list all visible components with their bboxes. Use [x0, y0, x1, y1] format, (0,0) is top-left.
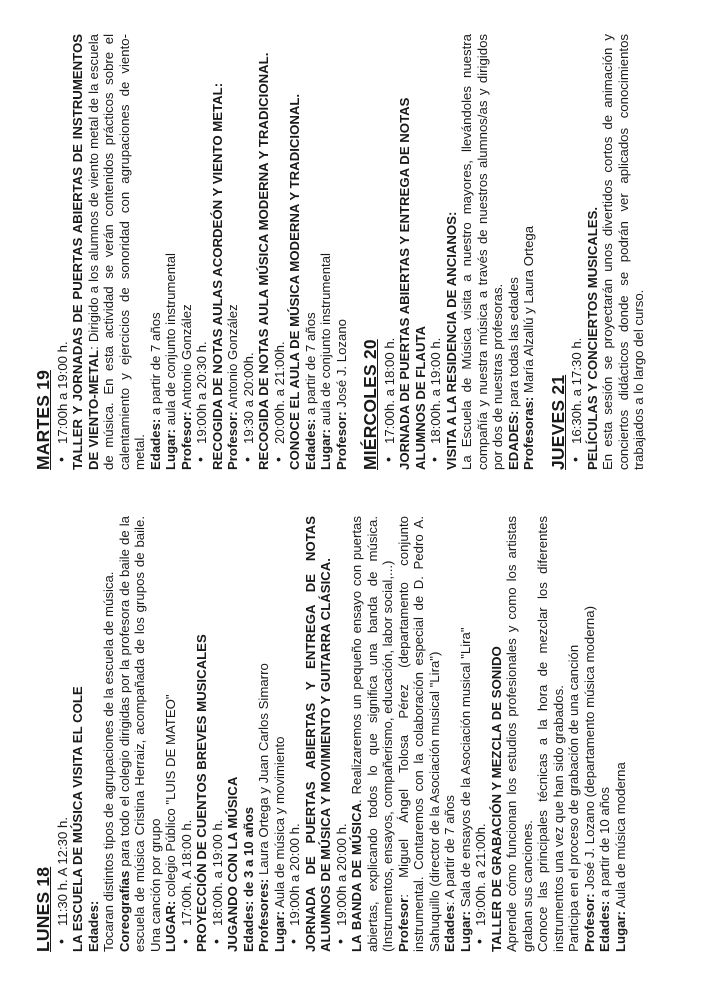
event-location: [163, 34, 179, 470]
event-title: PELÍCULAS Y CONCIERTOS MUSICALES.: [584, 206, 600, 470]
event-label: Lugar:: [163, 428, 178, 470]
event-label: Edades:: [147, 418, 163, 470]
event-label: Profesor:: [581, 893, 597, 952]
event-teacher: [256, 516, 272, 952]
event-description: [117, 516, 164, 952]
day-heading-jueves: JUEVES 21: [547, 374, 568, 470]
event-time: • 17:00h a 19:00 h.: [55, 34, 71, 470]
event-title: PROYECCIÓN DE CUENTOS BREVES MUSICALES: [194, 634, 209, 952]
event-text: José J. Lozano (departamento música moderna): [581, 606, 597, 890]
event-title: TALLER DE GRABACIÓN Y MEZCLA DE SONIDO: [488, 646, 504, 952]
event-label: Lugar:: [457, 910, 473, 952]
event-label: Profesoras:: [521, 396, 536, 470]
event-label: Profesor:: [178, 411, 194, 470]
event-teacher: [179, 34, 195, 470]
left-column: [33, 516, 628, 952]
event-time: • 19:00h a 20:00 h.: [334, 516, 350, 952]
event-text: Aula de música y movimiento: [271, 736, 287, 909]
event-text: a partir de 10 años: [597, 787, 612, 898]
event-teacher: [225, 34, 241, 470]
event-description: Aprende cómo funcionan los estudios profesionales y como los artistas graban sus canciones.: [504, 516, 535, 952]
event-label: Profesor:: [333, 411, 349, 470]
event-time: • 18:00h. a 19:00 h.: [210, 516, 226, 952]
event-label: Lugar:: [318, 428, 333, 470]
event-text: . Realizaremos un pequeño ensayo con puertas abiertas, explicando todos lo que significa una banda de música. (Instrumentos, ensayos, compañerismo, educación, labor social,...): [349, 516, 395, 952]
event-time: • 18:00h. a 19:00 h.: [428, 34, 444, 470]
event-title: JORNADA DE PUERTAS ABIERTAS Y ENTREGA DE NOTAS ALUMNOS DE FLAUTA: [397, 97, 428, 470]
event-title: JORNADA DE PUERTAS ABIERTAS Y ENTREGA DE NOTAS ALUMNOS DE MÚSICA Y MOVIMIENTO Y GUITARRA CLÁSICA.: [302, 516, 333, 952]
event-location: [613, 516, 629, 952]
event-location: [318, 34, 334, 470]
event-teacher: [334, 34, 350, 470]
event-title: RECOGIDA DE NOTAS AULA MÚSICA MODERNA Y TRADICIONAL.: [256, 52, 271, 470]
event-label: Edades: [442, 905, 457, 952]
day-heading-martes: MARTES 19: [33, 369, 53, 470]
event-time: • 19:00h. a 21:00h.: [473, 516, 489, 952]
event-time: • 19:00h a 20:30 h.: [194, 34, 210, 470]
event-text: Antonio González: [225, 304, 240, 409]
event-ages: [442, 516, 458, 952]
event-description: [70, 34, 148, 470]
event-label: Profesor: [395, 897, 411, 952]
day-heading-miercoles: MIÉRCOLES 20: [360, 339, 380, 470]
event-label: Coreografías: [116, 870, 132, 952]
event-label: Edades:: [597, 900, 612, 952]
event-text: aula de conjunto instrumental: [163, 253, 178, 426]
event-text: para todas las edades: [505, 277, 521, 407]
event-title: RECOGIDA DE NOTAS AULAS ACORDEÓN Y VIENTO METAL:: [209, 82, 225, 470]
event-description: [349, 516, 396, 952]
event-text: : Dirigido a los alumnos de viento metal de la escuela de música. En esta actividad se verán contenidos prácticos sobre el calentamiento y ejercicios de sonoridad con agrupaciones de viento-metal.: [85, 34, 147, 470]
right-column: [33, 34, 647, 470]
event-text: colegio Público "LUIS DE MATEO": [163, 694, 178, 898]
event-text: a partir de 7 años: [147, 312, 163, 416]
event-title: JUGANDO CON LA MÚSICA: [225, 776, 240, 952]
event-time: • 20:00h. a 21:00h.: [272, 34, 288, 470]
event-text: aula de conjunto instrumental: [318, 253, 333, 426]
event-text: para todo el colegio dirigidas por la profesora de baile de la escuela de música Cristina Herraiz, acompañada de los grupos de baile. Una canción por grupo: [116, 516, 163, 952]
event-description: Participa en el proceso de grabación de una canción: [566, 644, 581, 952]
event-ages: [148, 34, 164, 470]
event-label: LUGAR:: [163, 900, 178, 952]
event-title: VISITA A LA RESIDENCIA DE ANCIANOS:: [443, 211, 459, 470]
event-description: Conoce las principales técnicas a la hora de mezclar los diferentes instrumentos una vez que han sido grabados.: [535, 516, 566, 952]
event-label: Edades:: [302, 418, 318, 470]
event-ages: Edades: de 3 a 10 años: [240, 806, 256, 952]
event-time: • 16:30h. a 17:30 h.: [569, 34, 585, 470]
event-title: TALLER Y JORNADAS DE PUERTAS ABIERTAS DE INSTRUMENTOS DE VIENTO-METAL: [70, 34, 101, 470]
event-ages: [597, 516, 613, 952]
event-description: Tocaran distintos tipos de agrupaciones de la escuela de música.: [101, 571, 116, 952]
event-text: Aula de música moderna: [612, 762, 628, 909]
event-text: Sala de ensayos de la Asociación musical "Lira": [457, 627, 473, 908]
event-location: [458, 516, 474, 952]
event-time: • 17:00h. a 18:00 h.: [382, 34, 398, 470]
event-description: En esta sesión se proyectarán unos divertidos cortos de animación y conciertos didácticos donde se podrán ver aplicados conocimientos trabajados a lo largo del curso.: [600, 34, 646, 470]
event-time: • 17:00h. A 18:00 h.: [179, 516, 195, 952]
event-teacher: [396, 516, 443, 952]
event-label: Lugar:: [612, 910, 628, 952]
event-text: María Alzallú y Laura Ortega: [521, 225, 536, 394]
event-label: Profesor:: [225, 411, 240, 470]
event-title: LA ESCUELA DE MÚSICA VISITA EL COLE: [70, 686, 85, 952]
event-title: LA BANDA DE MÚSICA: [349, 802, 364, 952]
event-label: Lugar:: [271, 910, 287, 952]
day-heading-lunes: LUNES 18: [33, 866, 53, 952]
event-label: Profesores:: [256, 878, 271, 952]
event-time: • 19:30 a 20:00h.: [241, 34, 257, 470]
event-label: EDADES:: [505, 410, 521, 470]
event-text: : Miguel Ángel Tolosa Pérez (departamento conjunto instrumental. Contaremos con la colaboración especial de D. Pedro A. Sahuquillo (director de la Asociación musical "Lira"): [395, 516, 442, 952]
event-time: • 11:30 h. A 12:30 h.: [55, 516, 71, 952]
event-ages: [303, 34, 319, 470]
event-location: [272, 516, 288, 952]
event-label: Edades:: [85, 900, 101, 952]
event-title: CONOCE EL AULA DE MÚSICA MODERNA Y TRADICIONAL.: [287, 93, 302, 470]
event-text: Laura Ortega y Juan Carlos Simarro: [256, 663, 271, 876]
event-location: [163, 516, 179, 952]
event-text: a partir de 7 años: [302, 312, 318, 416]
event-text: : A partir de 7 años: [442, 795, 457, 906]
event-teacher: [582, 516, 598, 952]
event-text: Antonio González: [178, 304, 194, 409]
event-teacher: [521, 34, 537, 470]
event-time: • 19:00h a 20:00 h.: [287, 516, 303, 952]
event-ages: [506, 34, 522, 470]
event-text: José J. Lozano: [333, 318, 349, 408]
event-description: La Escuela de Música visita a nuestro mayores, llevándoles nuestra compañía y nuestra música a través de nuestros alumnos/as y dirigidos por dos de nuestras profesoras.: [459, 34, 505, 470]
